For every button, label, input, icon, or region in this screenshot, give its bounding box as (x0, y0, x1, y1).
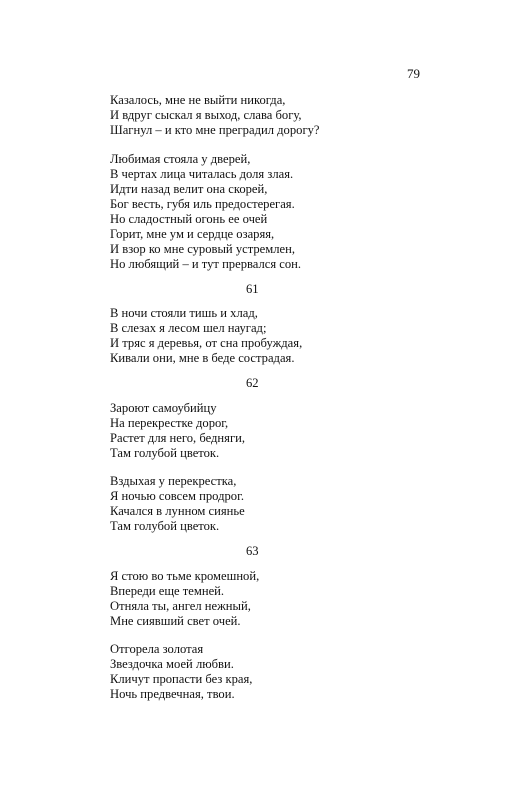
poem-line: Там голубой цветок. (110, 446, 220, 460)
poem-line: Отняла ты, ангел нежный, (110, 599, 251, 613)
poem-number: 63 (246, 544, 259, 558)
poem-line: Качался в лунном сиянье (110, 504, 245, 518)
poem-number: 61 (246, 282, 259, 296)
poem-line: Мне сиявший свет очей. (110, 614, 241, 628)
poem-number: 62 (246, 376, 259, 390)
poem-line: Зароют самоубийцу (110, 401, 217, 415)
poem-line: Но сладостный огонь ее очей (110, 212, 268, 226)
poem-line: В слезах я лесом шел наугад; (110, 321, 267, 335)
page-number: 79 (407, 66, 420, 81)
poem-line: Но любящий – и тут прервался сон. (110, 257, 302, 271)
poem-line: Идти назад велит она скорей, (110, 182, 268, 196)
poem-line: Казалось, мне не выйти никогда, (110, 93, 286, 107)
poem-line: Кивали они, мне в беде сострадая. (110, 351, 295, 365)
poem-line: Отгорела золотая (110, 642, 204, 656)
poem-line: Любимая стояла у дверей, (110, 152, 251, 166)
poem-line: В чертах лица читалась доля злая. (110, 167, 294, 181)
poem-line: На перекрестке дорог, (110, 416, 229, 430)
poem-line: Я стою во тьме кромешной, (110, 569, 260, 583)
poem-line: Ночь предвечная, твои. (110, 687, 235, 701)
poem-line: Впереди еще темней. (110, 584, 225, 598)
poem-line: Вздыхая у перекрестка, (110, 474, 237, 488)
poem-line: Горит, мне ум и сердце озаряя, (110, 227, 275, 241)
poem-line: Кличут пропасти без края, (110, 672, 253, 686)
poem-line: Бог весть, губя иль предостерегая. (110, 197, 295, 211)
poem-line: И взор ко мне суровый устремлен, (110, 242, 295, 256)
poem-line: В ночи стояли тишь и хлад, (110, 306, 258, 320)
poem-line: Шагнул – и кто мне преградил дорогу? (110, 123, 320, 137)
poem-line: Растет для него, бедняги, (110, 431, 245, 445)
poem-line: Я ночью совсем продрог. (110, 489, 244, 503)
poem-line: Там голубой цветок. (110, 519, 220, 533)
poem-line: И вдруг сыскал я выход, слава богу, (110, 108, 302, 122)
poem-line: И тряс я деревья, от сна пробуждая, (110, 336, 303, 350)
poem-line: Звездочка моей любви. (110, 657, 234, 671)
